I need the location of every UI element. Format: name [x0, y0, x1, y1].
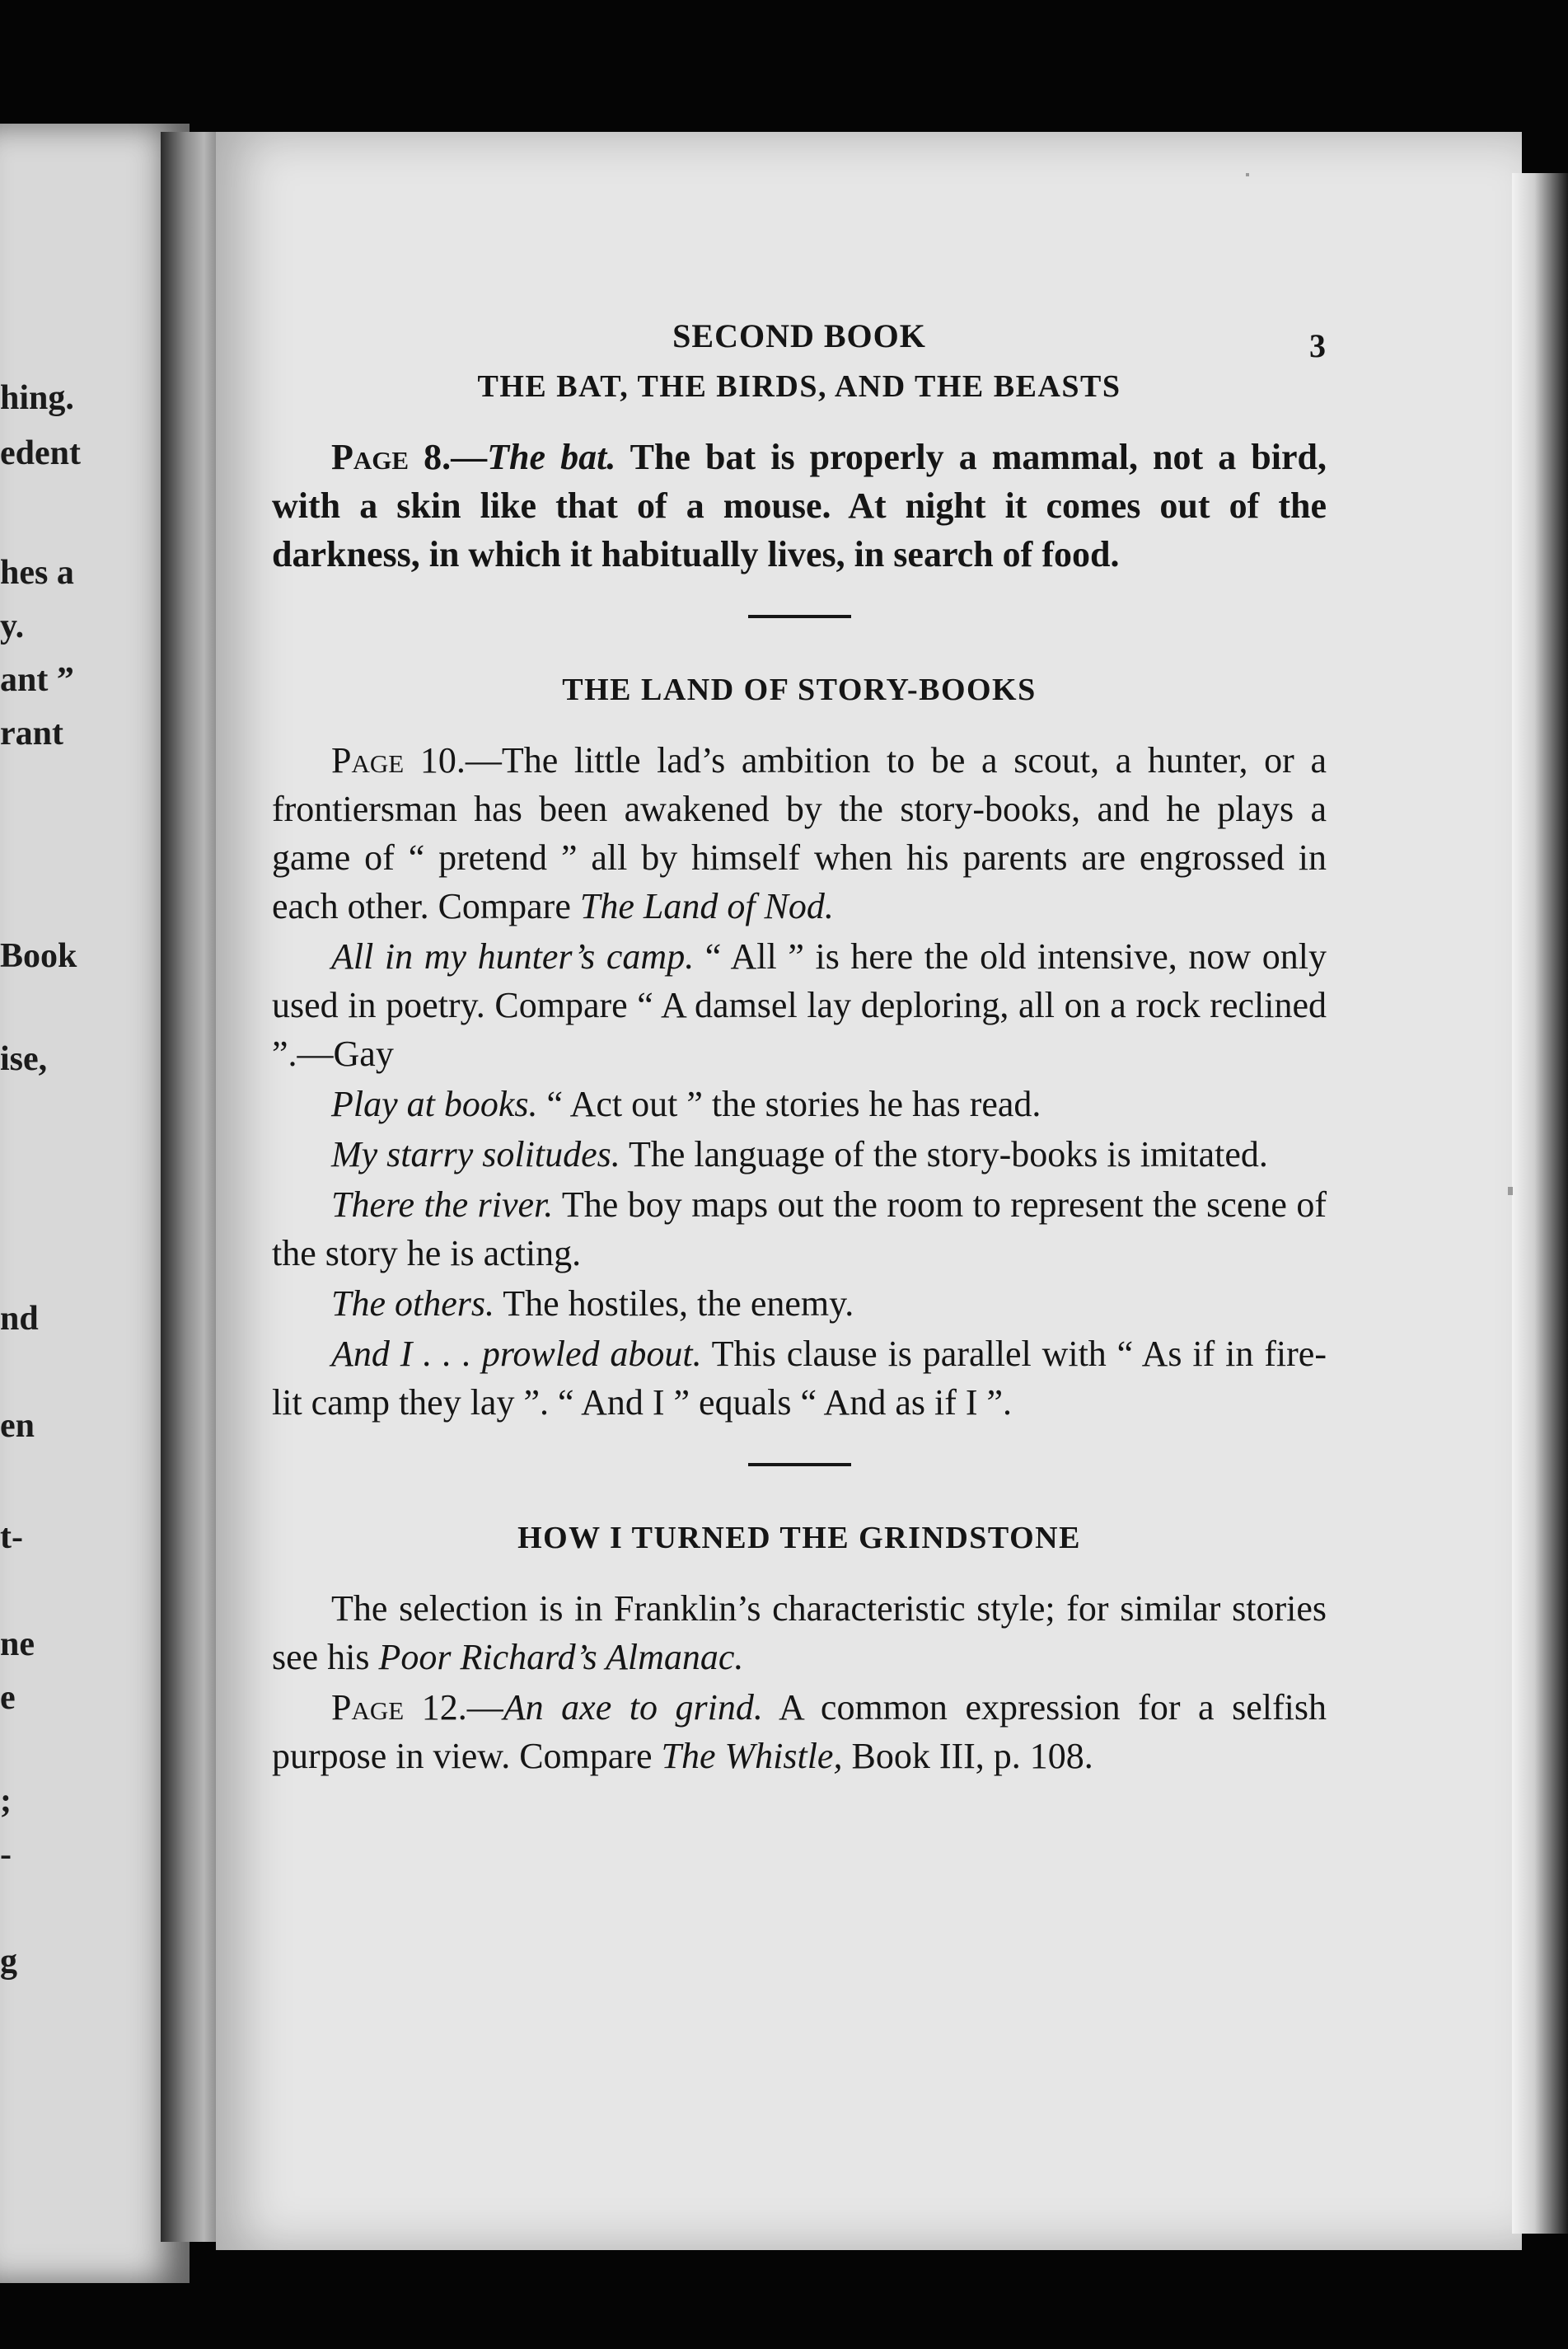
quoted-phrase: An axe to grind. — [503, 1687, 763, 1728]
note-text: The bat is properly a mammal, not a bird, with a skin like that of a mouse. At night it comes out of the darkness, in which it habitually lives, in search of food. — [272, 437, 1327, 574]
left-page-fragment: ; — [0, 1782, 12, 1820]
left-page-fragment: en — [0, 1407, 35, 1445]
page-reference: Page 12.— — [331, 1687, 503, 1728]
page-content — [272, 297, 1327, 1782]
title-reference: The Whistle, — [661, 1736, 843, 1776]
page-reference: Page 8.— — [331, 437, 488, 477]
left-page-fragment: e — [0, 1679, 16, 1717]
quoted-phrase: The bat. — [487, 437, 616, 477]
left-page-fragment: ne — [0, 1625, 35, 1663]
section-title: HOW I TURNED THE GRINDSTONE — [517, 1521, 1081, 1555]
note-paragraph — [272, 1584, 1327, 1681]
note-text-tail: Book III, p. 108. — [842, 1736, 1093, 1776]
section-title: THE LAND OF STORY-BOOKS — [562, 673, 1037, 707]
note-text: “ All ” is here the old intensive, now only used in poetry. Compare “ A damsel lay deploring, all on a rock reclined ”.—Gay — [272, 936, 1327, 1074]
quoted-phrase: All in my hunter’s camp. — [331, 936, 695, 977]
section-bat-birds-beasts — [272, 363, 1327, 579]
note-paragraph — [272, 1683, 1327, 1780]
left-page-fragment: - — [0, 1836, 12, 1873]
left-page-fragment: hing. — [0, 379, 74, 417]
note-text: The little lad’s ambition to be a scout, a hunter, or a frontiersman has been awakened by the story-books, and he plays a game of “ pretend ” all by himself when his parents are engrossed in each other. Compare — [272, 740, 1327, 926]
running-title: SECOND BOOK — [672, 317, 926, 354]
left-page-fragment: g — [0, 1943, 17, 1981]
left-page-fragment: Book — [0, 937, 77, 975]
left-page-fragment: ise, — [0, 1040, 48, 1078]
section-divider — [748, 615, 851, 618]
left-page-fragment: nd — [0, 1300, 39, 1338]
print-speck — [1508, 1187, 1513, 1195]
note-text: The hostiles, the enemy. — [494, 1283, 854, 1324]
page-edge-shadow — [1512, 173, 1568, 2234]
section-divider — [748, 1463, 851, 1466]
note-text: The language of the story-books is imitated. — [620, 1134, 1268, 1174]
note-text: This clause is parallel with “ As if in fire-lit camp they lay ”. “ And I ” equals “ And as if I ”. — [272, 1334, 1327, 1423]
title-reference: The Land of Nod. — [579, 886, 834, 926]
left-page-fragment: hes a — [0, 554, 74, 592]
note-paragraph — [272, 736, 1327, 931]
page-reference: Page 10.— — [331, 740, 502, 781]
note-paragraph — [272, 932, 1327, 1078]
note-paragraph — [272, 433, 1327, 579]
note-text: “ Act out ” the stories he has read. — [537, 1084, 1041, 1124]
note-paragraph — [272, 1080, 1327, 1128]
left-page-fragment: t- — [0, 1518, 23, 1556]
note-text: A common expression for a selfish purpose in view. Compare — [272, 1687, 1327, 1776]
left-page-fragment: ant ” — [0, 661, 74, 699]
section-how-i-turned-the-grindstone — [272, 1514, 1327, 1780]
quoted-phrase: The others. — [331, 1283, 494, 1324]
quoted-phrase: There the river. — [331, 1184, 554, 1225]
left-page-fragment: y. — [0, 607, 25, 645]
quoted-phrase: And I . . . prowled about. — [331, 1334, 702, 1374]
note-text: The selection is in Franklin’s characteristic style; for similar stories see his — [272, 1588, 1327, 1677]
left-page-fragment: rant — [0, 715, 63, 753]
running-head — [272, 297, 1327, 363]
note-paragraph — [272, 1130, 1327, 1179]
title-reference: Poor Richard’s Almanac. — [378, 1637, 744, 1677]
note-paragraph — [272, 1180, 1327, 1278]
left-page-fragment: edent — [0, 434, 81, 472]
book-binding-gutter — [161, 132, 222, 2242]
page-number: 3 — [1309, 327, 1327, 364]
note-text: The boy maps out the room to represent the scene of the story he is acting. — [272, 1184, 1327, 1273]
quoted-phrase: Play at books. — [331, 1084, 538, 1124]
section-land-of-story-books — [272, 666, 1327, 1427]
note-paragraph — [272, 1279, 1327, 1328]
quoted-phrase: My starry solitudes. — [331, 1134, 620, 1174]
note-paragraph — [272, 1329, 1327, 1427]
section-title: THE BAT, THE BIRDS, AND THE BEASTS — [477, 369, 1121, 404]
print-speck — [1246, 173, 1249, 176]
